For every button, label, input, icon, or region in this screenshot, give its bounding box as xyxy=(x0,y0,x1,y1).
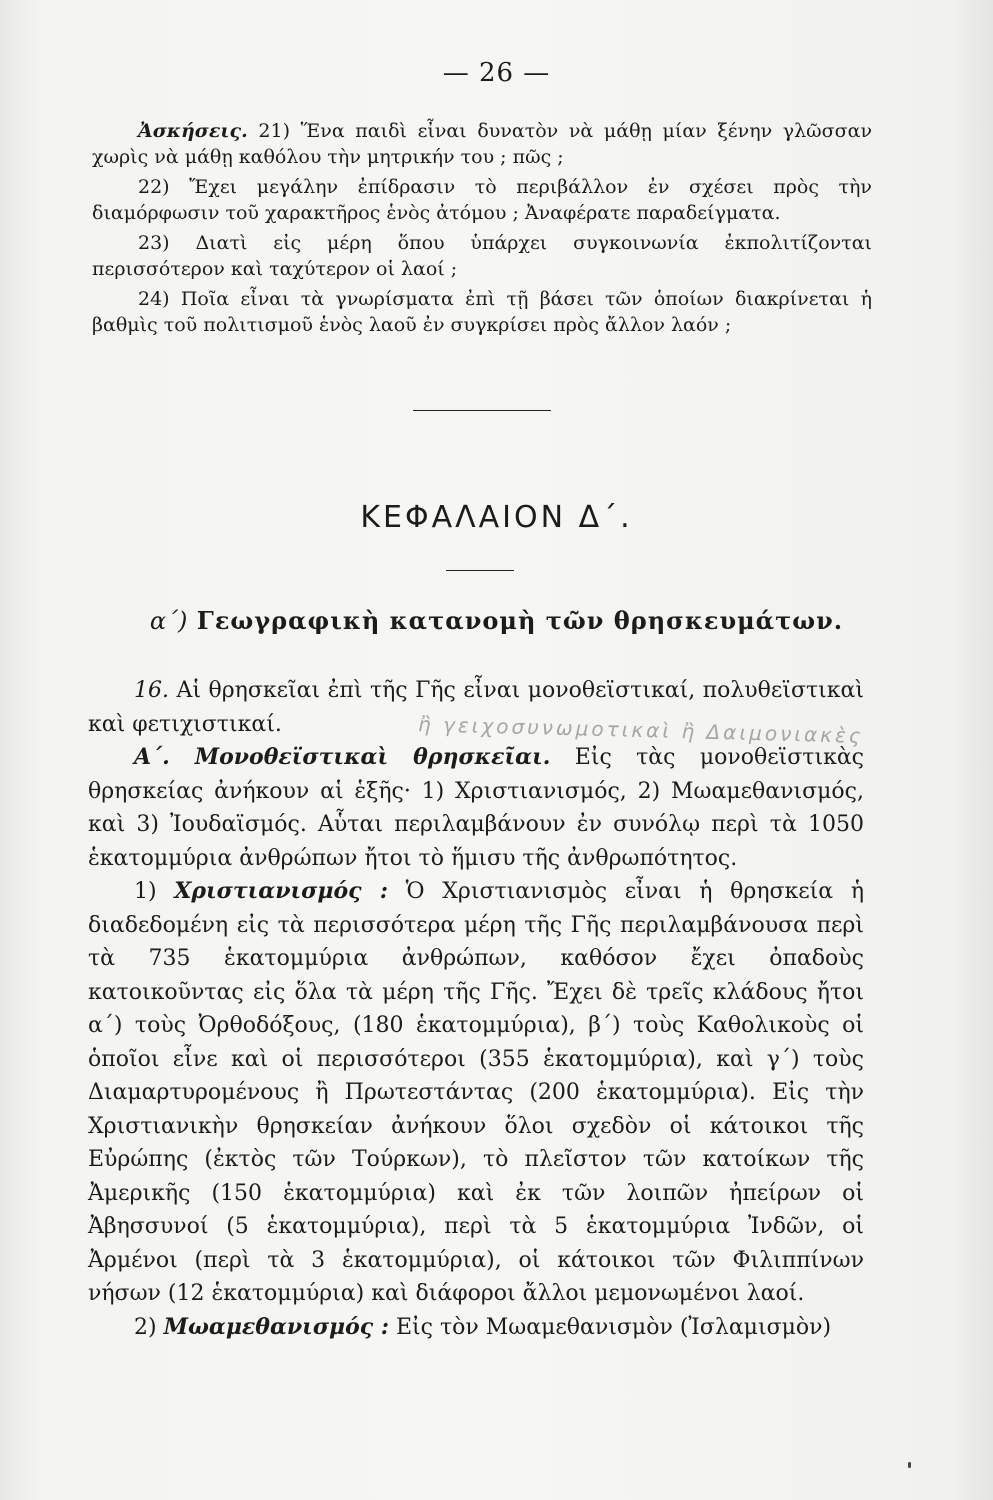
islam-number: 2) xyxy=(134,1314,157,1340)
main-text xyxy=(88,674,864,1344)
exercise-22: 22) Ἔχει μεγάλην ἐπίδρασιν τὸ περιβάλλον ἐν σχέσει πρὸς τὴν διαμόρφωσιν τοῦ χαρακτῆρος ἑνὸς ἀτόμου ; Ἀναφέρατε παραδείγματα. xyxy=(92,176,872,224)
divider-rule xyxy=(413,410,551,411)
islam-heading: Μωαμεθανισμός : xyxy=(163,1313,389,1340)
exercise-23: 23) Διατὶ εἰς μέρη ὅπου ὑπάρχει συγκοινωνία ἐκπολιτίζονται περισσότερον καὶ ταχύτερον οἱ λαοί ; xyxy=(92,232,872,280)
section-title xyxy=(0,606,993,635)
exercises-lead: Ἀσκήσεις. xyxy=(138,120,248,142)
paragraph-monotheist xyxy=(88,741,864,875)
handwritten-note: ἢ γειχοσυνωμοτικαὶ ἢ Δαιμονιακὲς xyxy=(417,712,864,748)
page-number: — 26 — xyxy=(442,58,551,88)
christianity-text: Ὁ Χριστιανισμὸς εἶναι ἡ θρησκεία ἡ διαδεδομένη εἰς τὰ περισσότερα μέρη τῆς Γῆς περιλαμβάνουσα περὶ τὰ 735 ἑκατομμύρια ἀνθρώπων, καθόσον ἔχει ὀπαδοὺς κατοικοῦντας εἰς ὅλα τὰ μέρη τῆς Γῆς. Ἔχει δὲ τρεῖς κλάδους ἤτοι α΄) τοὺς Ὀρθοδόξους, (180 ἑκατομμύρια), β΄) τοὺς Καθολικοὺς οἱ ὁποῖοι εἶνε καὶ οἱ περισσότεροι (355 ἑκατομμύρια), καὶ γ΄) τοὺς Διαμαρτυρομένους ἢ Πρωτεστάντας (200 ἑκατομμύρια). Εἰς τὴν Χριστιανικὴν θρησκείαν ἀνήκουν ὅλοι σχεδὸν οἱ κάτοικοι τῆς Εὐρώπης (ἐκτὸς τῶν Τούρκων), τὸ πλεῖστον τῶν κατοίκων τῆς Ἀμερικῆς (150 ἑκατομμύρια) καὶ ἐκ τῶν λοιπῶν ἠπείρων οἱ Ἀβησσυνοί (5 ἑκατομμύρια), περὶ τὰ 5 ἑκατομμύρια Ἰνδῶν, οἱ Ἀρμένοι (περὶ τὰ 3 ἑκατομμύρια), οἱ κάτοικοι τῶν Φιλιππίνων νήσων (12 ἑκατομμύρια) καὶ διάφοροι ἄλλοι μεμονωμένοι λαοί. xyxy=(88,879,865,1306)
paragraph-christianity xyxy=(88,875,864,1311)
paragraph-16 xyxy=(88,674,864,741)
chapter-rule xyxy=(446,570,514,571)
christianity-number: 1) xyxy=(134,879,157,904)
exercises-block xyxy=(92,118,872,342)
section-marker: α΄) xyxy=(149,607,188,635)
christianity-heading: Χριστιανισμός : xyxy=(174,878,388,904)
exercise-21 xyxy=(92,118,872,170)
paragraph-16-text: Αἱ θρησκεῖαι ἐπὶ τῆς Γῆς εἶναι μονοθεϊστικαί, πολυθεϊστικαὶ καὶ φετιχιστικαί. xyxy=(88,678,864,737)
paper-speck xyxy=(908,1462,911,1468)
paragraph-islam xyxy=(88,1311,864,1345)
paragraph-16-number: 16. xyxy=(134,678,169,703)
monotheist-text: Εἰς τὰς μονοθεϊστικὰς θρησκείας ἀνήκουν αἱ ἑξῆς· 1) Χριστιανισμός, 2) Μωαμεθανισμός, καὶ 3) Ἰουδαϊσμός. Αὗται περιλαμβάνουν ἐν συνόλῳ περὶ τὰ 1050 ἑκατομμύρια ἀνθρώπων ἤτοι τὸ ἥμισυ τῆς ἀνθρωπότητος. xyxy=(88,745,864,871)
exercise-21-text: 21) Ἕνα παιδὶ εἶναι δυνατὸν νὰ μάθῃ μίαν ξένην γλῶσσαν χωρὶς νὰ μάθῃ καθόλου τὴν μητρικήν του ; πῶς ; xyxy=(92,120,872,168)
islam-text: Εἰς τὸν Μωαμεθανισμὸν (Ἰσλαμισμὸν) xyxy=(389,1314,832,1340)
monotheist-heading: Α΄. Μονοθεϊστικαὶ θρησκεῖαι. xyxy=(134,744,551,770)
exercise-24: 24) Ποῖα εἶναι τὰ γνωρίσματα ἐπὶ τῇ βάσει τῶν ὁποίων διακρίνεται ἡ βαθμὶς τοῦ πολιτισμοῦ ἑνὸς λαοῦ ἐν συγκρίσει πρὸς ἄλλον λαόν ; xyxy=(92,288,872,336)
chapter-title: ΚΕΦΑΛΑΙΟΝ Δ΄. xyxy=(360,500,633,535)
section-heading: Γεωγραφικὴ κατανομὴ τῶν θρησκευμάτων. xyxy=(187,606,844,635)
